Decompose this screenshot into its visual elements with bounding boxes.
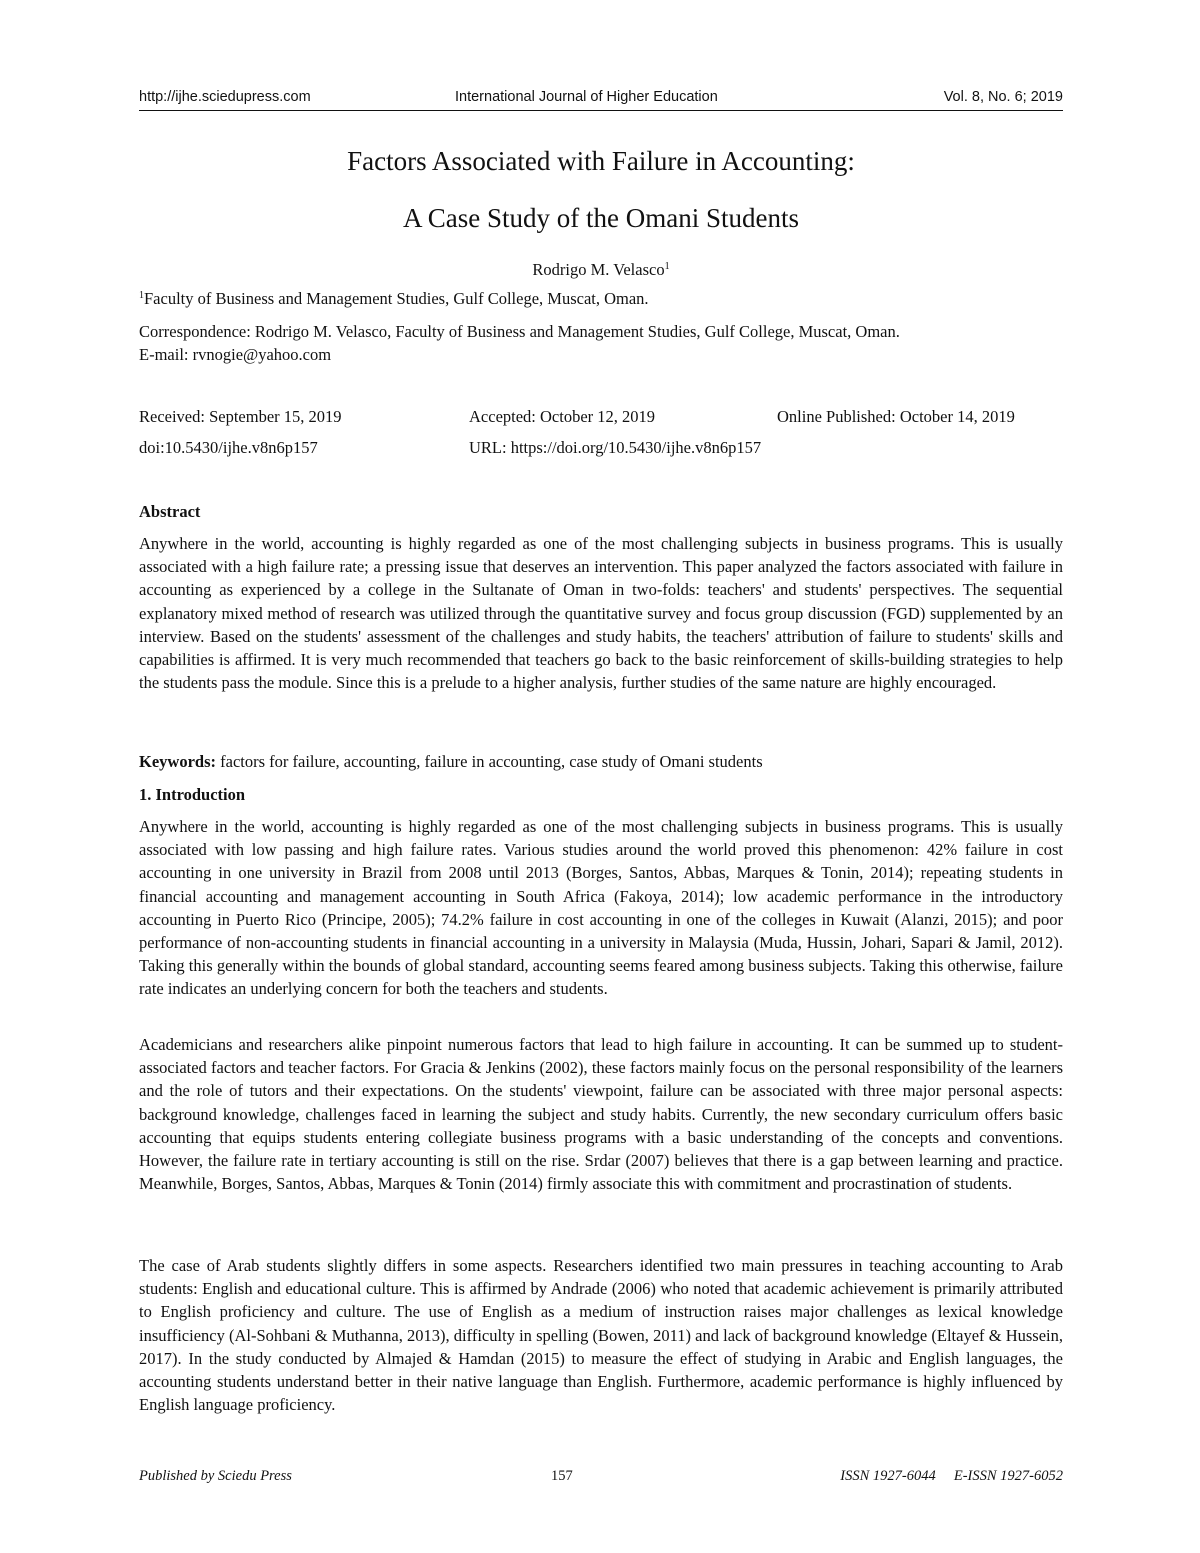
intro-paragraph-3-block <box>139 1254 1063 1416</box>
doi-url[interactable]: URL: https://doi.org/10.5430/ijhe.v8n6p157 <box>469 438 762 457</box>
accepted-date: Accepted: October 12, 2019 <box>469 407 656 426</box>
intro-paragraph-2: Academicians and researchers alike pinpoint numerous factors that lead to high failure in accounting. It can be summed up to student-associated factors and teacher factors. For Gracia & Jenkins (2002), these factors mainly focus on the personal responsibility of the learners and the role of tutors and their expectations. On the students' viewpoint, failure can be associated with three major personal aspects: background knowledge, challenges faced in learning the subject and study habits. Currently, the new secondary curriculum offers basic accounting that equips students entering collegiate business programs with a basic understanding of the concepts and conventions. However, the failure rate in tertiary accounting is still on the rise. Srdar (2007) believes that there is a gap between learning and practice. Meanwhile, Borges, Santos, Abbas, Marques & Tonin (2014) firmly associate this with commitment and procrastination of students. <box>139 1035 1063 1194</box>
email[interactable]: E-mail: rvnogie@yahoo.com <box>139 345 332 364</box>
abstract-paragraph: Anywhere in the world, accounting is highly regarded as one of the most challenging subjects in business programs. This is usually associated with a high failure rate; a pressing issue that deserves an intervention. This paper analyzed the factors associated with failure in accounting as experienced by a college in the Sultanate of Oman in two-folds: teachers' and students' perspectives. The sequential explanatory mixed method of research was utilized through the quantitative survey and focus group discussion (FGD) supplemented by an interview. Based on the students' assessment of the challenges and study habits, the teachers' attribution of failure to students' skills and capabilities is affirmed. It is very much recommended that teachers go back to the basic reinforcement of skills-building strategies to help the students pass the module. Since this is a prelude to a higher analysis, further studies of the same nature are highly encouraged. <box>139 534 1063 693</box>
correspondence: Correspondence: Rodrigo M. Velasco, Faculty of Business and Management Studies, Gulf College, Muscat, Oman. <box>139 322 900 341</box>
page-number: 157 <box>551 1468 573 1484</box>
keywords-text: factors for failure, accounting, failure in accounting, case study of Omani students <box>220 752 763 771</box>
doi-row <box>139 438 1063 460</box>
paper-title-line-1: Factors Associated with Failure in Accounting: <box>347 146 855 176</box>
affiliation-sup: 1 <box>139 290 144 301</box>
header-divider <box>139 110 1063 111</box>
abstract-heading: Abstract <box>139 502 201 521</box>
paper-page <box>139 0 1063 1553</box>
journal-url[interactable]: http://ijhe.sciedupress.com <box>139 89 311 105</box>
volume-info: Vol. 8, No. 6; 2019 <box>943 89 1063 105</box>
intro-paragraph-1: Anywhere in the world, accounting is highly regarded as one of the most challenging subjects in business programs. This is usually associated with low passing and high failure rates. Various studies around the world proved this phenomenon: 42% failure in cost accounting in one university in Brazil from 2008 until 2013 (Borges, Santos, Abbas, Marques & Tonin, 2014); repeating students in financial accounting and management accounting in South Africa (Fakoya, 2014); low academic performance in the introductory accounting in Puerto Rico (Principe, 2005); 74.2% failure in cost accounting in one of the colleges in Kuwait (Alanzi, 2015); and poor performance of non-accounting students in financial accounting in a university in Malaysia (Muda, Hussin, Johari, Sapari & Jamil, 2012). Taking this generally within the bounds of global standard, accounting seems feared among business subjects. Taking this otherwise, failure rate indicates an underlying concern for both the teachers and students. <box>139 817 1063 999</box>
issn: ISSN 1927-6044 E-ISSN 1927-6052 <box>840 1468 1063 1484</box>
abstract-text <box>139 532 1063 694</box>
running-header <box>139 89 1063 109</box>
publisher: Published by Sciedu Press <box>139 1468 292 1484</box>
intro-paragraph-3: The case of Arab students slightly differs in some aspects. Researchers identified two main pressures in teaching accounting to Arab students: English and educational culture. This is affirmed by Andrade (2006) who noted that academic achievement is primarily attributed to English proficiency and culture. The use of English as a medium of instruction raises major challenges as lexical knowledge insufficiency (Al-Sohbani & Muthanna, 2013), difficulty in spelling (Bowen, 2011) and lack of background knowledge (Eltayef & Hussein, 2017). In the study conducted by Almajed & Hamdan (2015) to measure the effect of studying in Arabic and English languages, the accounting students understand better in their native language than English. Furthermore, academic performance is highly influenced by English language proficiency. <box>139 1256 1063 1415</box>
doi[interactable]: doi:10.5430/ijhe.v8n6p157 <box>139 438 318 457</box>
affiliation-text: Faculty of Business and Management Studies, Gulf College, Muscat, Oman. <box>144 289 649 308</box>
introduction-heading: 1. Introduction <box>139 785 246 804</box>
keywords <box>139 752 763 772</box>
dates-row <box>139 407 1063 429</box>
author-line <box>139 260 1063 280</box>
intro-paragraph-2-block <box>139 1033 1063 1195</box>
paper-title-line-2: A Case Study of the Omani Students <box>403 203 799 233</box>
page-footer <box>139 1468 1063 1488</box>
journal-name: International Journal of Higher Education <box>455 89 718 105</box>
intro-paragraph-1-block <box>139 815 1063 1001</box>
author-sup: 1 <box>664 261 670 272</box>
keywords-label: Keywords: <box>139 752 216 771</box>
published-date: Online Published: October 14, 2019 <box>777 407 1015 426</box>
author-name: Rodrigo M. Velasco <box>532 260 665 279</box>
affiliation <box>139 289 649 309</box>
received-date: Received: September 15, 2019 <box>139 407 342 426</box>
